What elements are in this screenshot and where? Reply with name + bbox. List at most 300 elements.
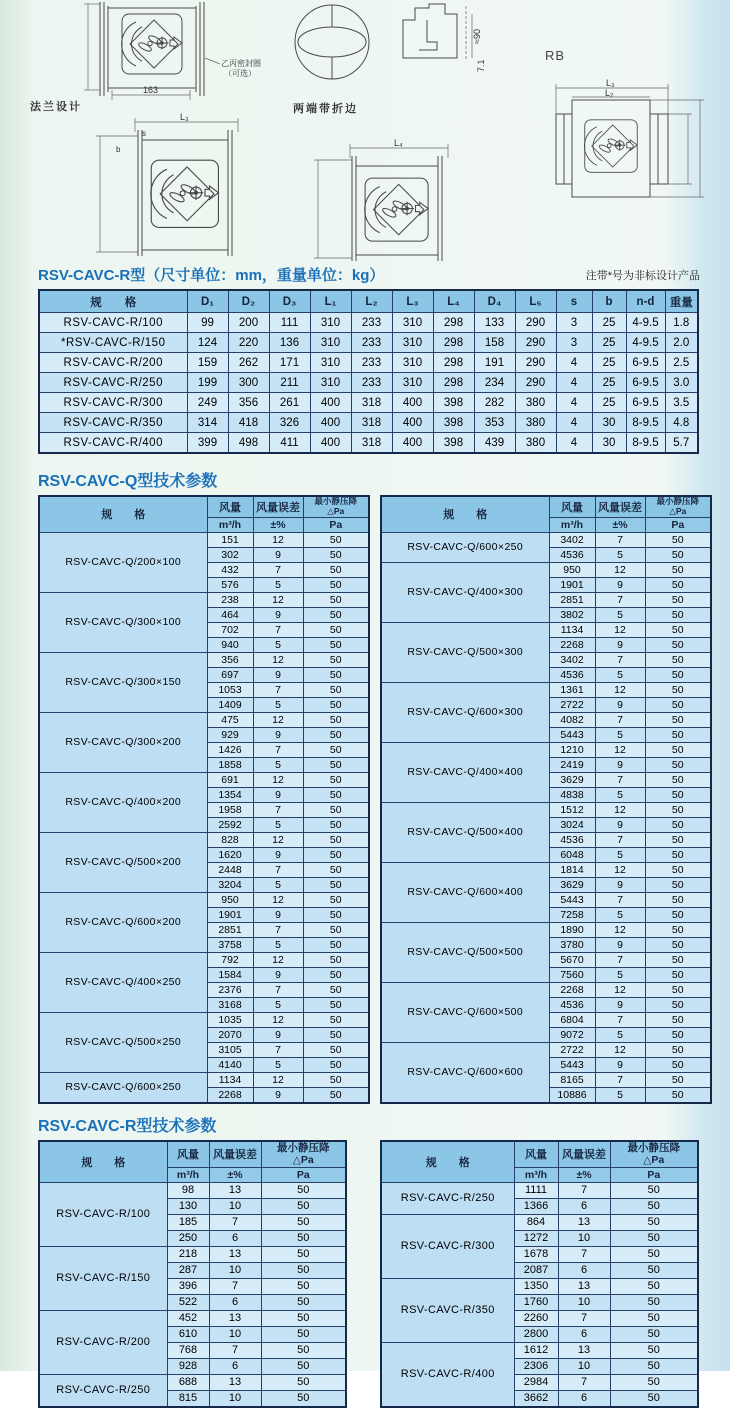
header-drop: 最小静压降 △Pa	[645, 496, 711, 517]
table-row	[381, 1214, 698, 1230]
value-cell: 233	[351, 373, 392, 393]
value-cell: 10	[209, 1262, 261, 1278]
value-cell: 50	[303, 667, 369, 682]
value-cell: 50	[261, 1182, 346, 1198]
value-cell: 7	[595, 772, 645, 787]
table-row	[39, 1072, 369, 1087]
header-flow: 风量	[549, 496, 595, 517]
header-flow-unit: m³/h	[514, 1167, 558, 1182]
value-cell: 158	[474, 333, 515, 353]
value-cell: 310	[392, 353, 433, 373]
q-params-table-left	[38, 495, 370, 1104]
value-cell: 50	[261, 1342, 346, 1358]
header-flow-unit: m³/h	[167, 1167, 209, 1182]
value-cell: 50	[645, 607, 711, 622]
value-cell: 9	[253, 607, 303, 622]
value-cell: 136	[269, 333, 310, 353]
value-cell: 6-9.5	[626, 353, 665, 373]
value-cell: 5443	[549, 727, 595, 742]
value-cell: 3105	[207, 1042, 253, 1057]
value-cell: 475	[207, 712, 253, 727]
spec-cell: RSV-CAVC-Q/300×150	[39, 652, 207, 712]
value-cell: 25	[592, 373, 626, 393]
value-cell: 50	[645, 802, 711, 817]
value-cell: 5670	[549, 952, 595, 967]
value-cell: 9	[253, 907, 303, 922]
value-cell: 400	[310, 393, 351, 413]
value-cell: 124	[187, 333, 228, 353]
spec-cell: RSV-CAVC-R/350	[381, 1278, 514, 1342]
header-cell: L₃	[392, 290, 433, 313]
spec-cell: RSV-CAVC-Q/600×400	[381, 862, 549, 922]
value-cell: 7	[595, 1072, 645, 1087]
value-cell: 9	[595, 997, 645, 1012]
value-cell: 50	[303, 922, 369, 937]
spec-cell: RSV-CAVC-Q/200×100	[39, 532, 207, 592]
value-cell: 50	[261, 1262, 346, 1278]
value-cell: 5	[595, 1027, 645, 1042]
value-cell: 50	[610, 1198, 698, 1214]
value-cell: 298	[433, 313, 474, 333]
value-cell: 10	[558, 1294, 610, 1310]
header-drop-unit: Pa	[261, 1167, 346, 1182]
dim-label-71: 7.1	[476, 59, 486, 72]
value-cell: 50	[610, 1246, 698, 1262]
value-cell: 1.8	[665, 313, 698, 333]
value-cell: 7	[595, 892, 645, 907]
table-row	[39, 333, 698, 353]
value-cell: 50	[610, 1358, 698, 1374]
value-cell: 2851	[207, 922, 253, 937]
value-cell: 50	[303, 532, 369, 547]
value-cell: 130	[167, 1198, 209, 1214]
value-cell: 7	[595, 952, 645, 967]
value-cell: 50	[645, 1072, 711, 1087]
value-cell: 50	[645, 772, 711, 787]
value-cell: 50	[645, 697, 711, 712]
value-cell: 50	[645, 652, 711, 667]
value-cell: 50	[645, 682, 711, 697]
table-row	[39, 652, 369, 667]
value-cell: 302	[207, 547, 253, 562]
value-cell: 5	[253, 1057, 303, 1072]
value-cell: 6-9.5	[626, 393, 665, 413]
table-row	[381, 1342, 698, 1358]
value-cell: 13	[558, 1214, 610, 1230]
value-cell: 10	[209, 1198, 261, 1214]
value-cell: 50	[645, 667, 711, 682]
value-cell: 50	[261, 1374, 346, 1390]
value-cell: 7	[209, 1214, 261, 1230]
header-drop: 最小静压降 △Pa	[610, 1141, 698, 1168]
value-cell: 6-9.5	[626, 373, 665, 393]
value-cell: 50	[303, 877, 369, 892]
value-cell: 13	[209, 1310, 261, 1326]
spec-cell: RSV-CAVC-Q/600×500	[381, 982, 549, 1042]
value-cell: 7	[253, 682, 303, 697]
value-cell: 5.7	[665, 433, 698, 454]
value-cell: 7	[595, 532, 645, 547]
header-drop-unit: Pa	[303, 517, 369, 532]
value-cell: 6804	[549, 1012, 595, 1027]
value-cell: 4140	[207, 1057, 253, 1072]
value-cell: 8-9.5	[626, 413, 665, 433]
spec-cell: RSV-CAVC-Q/500×400	[381, 802, 549, 862]
value-cell: 314	[187, 413, 228, 433]
header-error: 风量误差	[595, 496, 645, 517]
value-cell: 9	[253, 1027, 303, 1042]
spec-cell: RSV-CAVC-Q/500×300	[381, 622, 549, 682]
value-cell: 50	[610, 1374, 698, 1390]
value-cell: 298	[433, 333, 474, 353]
value-cell: 828	[207, 832, 253, 847]
drawing-round-duct	[295, 5, 369, 79]
spec-cell: RSV-CAVC-Q/500×250	[39, 1012, 207, 1072]
value-cell: 7	[253, 562, 303, 577]
value-cell: 50	[645, 592, 711, 607]
value-cell: 5	[595, 967, 645, 982]
value-cell: 50	[303, 757, 369, 772]
value-cell: 5	[253, 817, 303, 832]
value-cell: 4082	[549, 712, 595, 727]
table-row	[381, 682, 711, 697]
spec-cell: RSV-CAVC-R/250	[39, 373, 187, 393]
value-cell: 3168	[207, 997, 253, 1012]
spec-cell: RSV-CAVC-R/400	[39, 433, 187, 454]
seal-note-line2: （可选）	[224, 69, 256, 78]
value-cell: 9	[253, 1087, 303, 1103]
table-row	[381, 1278, 698, 1294]
value-cell: 50	[261, 1278, 346, 1294]
value-cell: 1512	[549, 802, 595, 817]
value-cell: 2419	[549, 757, 595, 772]
value-cell: 9	[595, 577, 645, 592]
value-cell: 7	[253, 862, 303, 877]
value-cell: 211	[269, 373, 310, 393]
value-cell: 353	[474, 413, 515, 433]
value-cell: 50	[645, 562, 711, 577]
header-flow-unit: m³/h	[549, 517, 595, 532]
value-cell: 576	[207, 577, 253, 592]
value-cell: 50	[645, 547, 711, 562]
value-cell: 12	[253, 1012, 303, 1027]
value-cell: 5	[595, 847, 645, 862]
header-cell: D₄	[474, 290, 515, 313]
value-cell: 1890	[549, 922, 595, 937]
value-cell: 50	[261, 1294, 346, 1310]
value-cell: 6	[209, 1294, 261, 1310]
header-cell: D₁	[187, 290, 228, 313]
value-cell: 12	[595, 922, 645, 937]
value-cell: 5	[595, 547, 645, 562]
header-spec: 规 格	[381, 496, 549, 532]
value-cell: 398	[433, 393, 474, 413]
value-cell: 50	[261, 1326, 346, 1342]
value-cell: 50	[303, 682, 369, 697]
value-cell: 2306	[514, 1358, 558, 1374]
table-row	[381, 532, 711, 547]
value-cell: 50	[645, 532, 711, 547]
q-section-title: RSV-CAVC-Q型技术参数	[38, 473, 218, 490]
value-cell: 12	[253, 592, 303, 607]
table-row	[39, 832, 369, 847]
r-params-table-right	[380, 1140, 699, 1408]
drawing-mid-damper	[314, 138, 448, 261]
value-cell: 159	[187, 353, 228, 373]
spec-cell: RSV-CAVC-Q/300×200	[39, 712, 207, 772]
value-cell: 1354	[207, 787, 253, 802]
value-cell: 792	[207, 952, 253, 967]
header-error-unit: ±%	[253, 517, 303, 532]
header-flow: 风量	[167, 1141, 209, 1168]
spec-cell: RSV-CAVC-R/200	[39, 1310, 167, 1374]
spec-cell: RSV-CAVC-Q/600×250	[39, 1072, 207, 1103]
table-row	[381, 802, 711, 817]
value-cell: 13	[558, 1278, 610, 1294]
value-cell: 4536	[549, 547, 595, 562]
value-cell: 99	[187, 313, 228, 333]
value-cell: 50	[610, 1310, 698, 1326]
header-cell: L₁	[310, 290, 351, 313]
value-cell: 50	[261, 1230, 346, 1246]
value-cell: 9	[595, 637, 645, 652]
table-row	[39, 952, 369, 967]
value-cell: 768	[167, 1342, 209, 1358]
value-cell: 50	[303, 622, 369, 637]
value-cell: 310	[310, 353, 351, 373]
value-cell: 12	[253, 712, 303, 727]
drawing-fold-detail	[403, 4, 486, 72]
spec-cell: RSV-CAVC-Q/400×300	[381, 562, 549, 622]
value-cell: 464	[207, 607, 253, 622]
value-cell: 4536	[549, 997, 595, 1012]
value-cell: 1272	[514, 1230, 558, 1246]
value-cell: 13	[209, 1246, 261, 1262]
value-cell: 10	[209, 1390, 261, 1407]
value-cell: 5443	[549, 892, 595, 907]
value-cell: 50	[261, 1358, 346, 1374]
table-row	[381, 1042, 711, 1057]
value-cell: 310	[310, 333, 351, 353]
spec-cell: *RSV-CAVC-R/150	[39, 333, 187, 353]
technical-drawings	[0, 0, 730, 262]
value-cell: 220	[228, 333, 269, 353]
spec-cell: RSV-CAVC-Q/600×600	[381, 1042, 549, 1103]
value-cell: 7	[595, 712, 645, 727]
value-cell: 318	[351, 433, 392, 454]
value-cell: 4-9.5	[626, 333, 665, 353]
value-cell: 298	[433, 373, 474, 393]
value-cell: 50	[303, 817, 369, 832]
value-cell: 98	[167, 1182, 209, 1198]
value-cell: 290	[515, 353, 556, 373]
value-cell: 2448	[207, 862, 253, 877]
value-cell: 400	[392, 393, 433, 413]
value-cell: 50	[303, 712, 369, 727]
value-cell: 5	[595, 1087, 645, 1103]
value-cell: 1678	[514, 1246, 558, 1262]
header-spec: 规 格	[39, 496, 207, 532]
value-cell: 2.0	[665, 333, 698, 353]
value-cell: 1958	[207, 802, 253, 817]
value-cell: 2984	[514, 1374, 558, 1390]
value-cell: 950	[207, 892, 253, 907]
value-cell: 688	[167, 1374, 209, 1390]
value-cell: 250	[167, 1230, 209, 1246]
value-cell: 356	[228, 393, 269, 413]
value-cell: 3	[556, 313, 592, 333]
value-cell: 1901	[549, 577, 595, 592]
value-cell: 1760	[514, 1294, 558, 1310]
value-cell: 5	[253, 577, 303, 592]
value-cell: 12	[253, 1072, 303, 1087]
value-cell: 50	[303, 1027, 369, 1042]
table-row	[39, 892, 369, 907]
value-cell: 50	[303, 652, 369, 667]
value-cell: 25	[592, 393, 626, 413]
value-cell: 50	[303, 997, 369, 1012]
dim-label-s: s	[142, 129, 146, 138]
value-cell: 50	[645, 997, 711, 1012]
value-cell: 50	[303, 862, 369, 877]
value-cell: 50	[645, 937, 711, 952]
value-cell: 50	[645, 712, 711, 727]
header-drop-unit: Pa	[610, 1167, 698, 1182]
value-cell: 7	[558, 1374, 610, 1390]
value-cell: 4	[556, 393, 592, 413]
value-cell: 318	[351, 413, 392, 433]
value-cell: 50	[610, 1214, 698, 1230]
header-cell: s	[556, 290, 592, 313]
value-cell: 12	[253, 772, 303, 787]
value-cell: 4.8	[665, 413, 698, 433]
spec-cell: RSV-CAVC-Q/600×300	[381, 682, 549, 742]
value-cell: 50	[261, 1246, 346, 1262]
header-flow-unit: m³/h	[207, 517, 253, 532]
value-cell: 9	[595, 757, 645, 772]
table-row	[381, 622, 711, 637]
value-cell: 1111	[514, 1182, 558, 1198]
value-cell: 12	[595, 1042, 645, 1057]
value-cell: 3802	[549, 607, 595, 622]
value-cell: 12	[595, 682, 645, 697]
dim-label-163: 163	[143, 85, 159, 95]
value-cell: 218	[167, 1246, 209, 1262]
header-cell: D₂	[228, 290, 269, 313]
value-cell: 50	[645, 742, 711, 757]
value-cell: 50	[610, 1390, 698, 1407]
dim-label-approx90: ≈90	[472, 29, 482, 44]
value-cell: 318	[351, 393, 392, 413]
value-cell: 6	[558, 1198, 610, 1214]
value-cell: 50	[610, 1326, 698, 1342]
value-cell: 1035	[207, 1012, 253, 1027]
r-section-title: RSV-CAVC-R型技术参数	[38, 1117, 217, 1135]
value-cell: 2.5	[665, 353, 698, 373]
spec-cell: RSV-CAVC-R/400	[381, 1342, 514, 1407]
table-row	[381, 1182, 698, 1198]
value-cell: 50	[645, 817, 711, 832]
header-error-unit: ±%	[558, 1167, 610, 1182]
value-cell: 12	[253, 652, 303, 667]
drawing-left-damper	[96, 112, 238, 256]
dim-label-l3: L₃	[606, 78, 615, 88]
dim-table-title: RSV-CAVC-R型（尺寸单位：mm，重量单位：kg）	[38, 267, 385, 284]
spec-cell: RSV-CAVC-Q/500×200	[39, 832, 207, 892]
value-cell: 691	[207, 772, 253, 787]
value-cell: 5	[253, 757, 303, 772]
value-cell: 50	[645, 577, 711, 592]
header-cell: L₂	[351, 290, 392, 313]
spec-cell: RSV-CAVC-R/300	[39, 393, 187, 413]
value-cell: 1426	[207, 742, 253, 757]
dim-label-l2: L₂	[605, 88, 614, 98]
value-cell: 1361	[549, 682, 595, 697]
table-row	[381, 862, 711, 877]
value-cell: 7	[253, 802, 303, 817]
value-cell: 13	[558, 1342, 610, 1358]
header-drop: 最小静压降 △Pa	[303, 496, 369, 517]
value-cell: 7	[253, 982, 303, 997]
value-cell: 5	[595, 667, 645, 682]
value-cell: 8-9.5	[626, 433, 665, 454]
value-cell: 9	[595, 877, 645, 892]
value-cell: 262	[228, 353, 269, 373]
value-cell: 50	[303, 547, 369, 562]
value-cell: 950	[549, 562, 595, 577]
value-cell: 310	[392, 333, 433, 353]
value-cell: 2851	[549, 592, 595, 607]
value-cell: 310	[310, 313, 351, 333]
spec-cell: RSV-CAVC-Q/400×400	[381, 742, 549, 802]
value-cell: 12	[595, 622, 645, 637]
table-row	[39, 1246, 346, 1262]
table-row	[381, 742, 711, 757]
value-cell: 2070	[207, 1027, 253, 1042]
value-cell: 238	[207, 592, 253, 607]
value-cell: 171	[269, 353, 310, 373]
value-cell: 2268	[207, 1087, 253, 1103]
table-row	[381, 562, 711, 577]
table-row	[39, 772, 369, 787]
value-cell: 30	[592, 413, 626, 433]
value-cell: 50	[610, 1262, 698, 1278]
value-cell: 13	[209, 1182, 261, 1198]
value-cell: 50	[303, 727, 369, 742]
value-cell: 432	[207, 562, 253, 577]
value-cell: 399	[187, 433, 228, 454]
rb-model-label: RB	[545, 48, 566, 63]
value-cell: 4	[556, 433, 592, 454]
value-cell: 50	[303, 1087, 369, 1103]
value-cell: 8165	[549, 1072, 595, 1087]
table-row	[39, 592, 369, 607]
value-cell: 5	[253, 697, 303, 712]
value-cell: 6	[558, 1262, 610, 1278]
value-cell: 7	[209, 1342, 261, 1358]
value-cell: 9	[595, 697, 645, 712]
value-cell: 3024	[549, 817, 595, 832]
spec-cell: RSV-CAVC-Q/300×100	[39, 592, 207, 652]
value-cell: 7	[253, 1042, 303, 1057]
spec-cell: RSV-CAVC-Q/400×250	[39, 952, 207, 1012]
value-cell: 1053	[207, 682, 253, 697]
value-cell: 702	[207, 622, 253, 637]
value-cell: 50	[303, 577, 369, 592]
value-cell: 864	[514, 1214, 558, 1230]
value-cell: 310	[392, 313, 433, 333]
table-row	[381, 922, 711, 937]
